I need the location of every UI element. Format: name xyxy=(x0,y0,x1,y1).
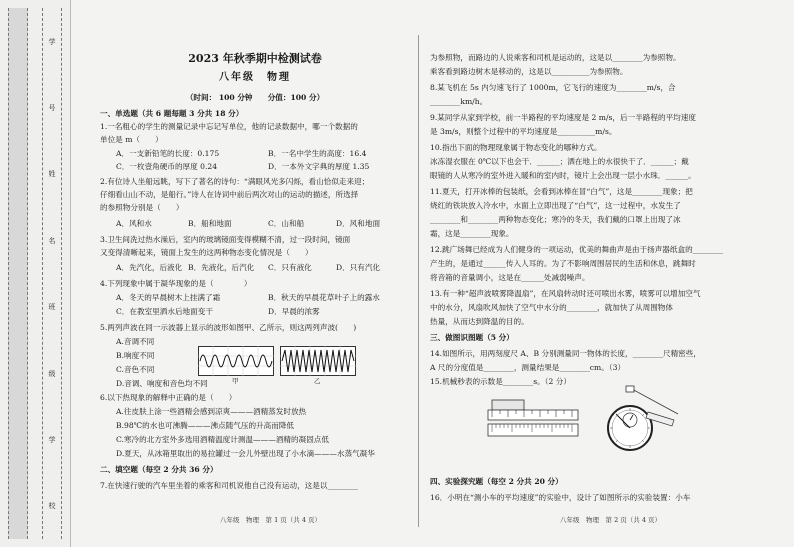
question-text: 4.下列现象中属于凝华现象的是（ ） xyxy=(100,279,252,288)
option: A．一支新铅笔的长度：0.175 xyxy=(116,149,220,158)
waveform-panel-jia xyxy=(198,346,274,376)
binding-mark: 名 xyxy=(48,236,56,244)
binding-mark: 姓 xyxy=(48,170,56,178)
question-text: 9.某同学从家到学校，前一半路程的平均速度是 2 m/s，后一半路程的平均速度 xyxy=(430,113,696,122)
question-text: 冰冻湿衣服在 0℃以下也会干．______；洒在地上的水很快干了．______；戴 xyxy=(430,157,689,166)
question-text: 3.卫生间洗过热水澡后，室内的玻璃镜面变得模糊不清，过一段时间，镜面 xyxy=(100,235,351,244)
section-heading: 二、填空题（每空 2 分共 36 分） xyxy=(100,465,218,474)
question-text: 眼镜的人从寒冷的室外进入暖和的室内时，镜片上会出现一层小水珠．______。 xyxy=(430,171,696,180)
question-text: 12.跳广场舞已经成为人们健身的一项运动，优美的舞曲声是由于扬声器纸盒的________ xyxy=(430,245,724,254)
option: A.往皮肤上涂一些酒精会感到凉爽———酒精蒸发时放热 xyxy=(116,407,307,416)
option: D．只有汽化 xyxy=(336,263,381,272)
option: D.音调、响度和音色均不同 xyxy=(116,379,208,388)
question-text: 10.指出下面的物理现象属于物态变化的哪种方式。 xyxy=(430,143,602,152)
question-text: 中的水分，风扇吹风加快了空气中水分的________，就加快了从周围物体 xyxy=(430,303,673,312)
binding-column xyxy=(42,8,62,539)
question-text: ________和________两种物态变化；寒冷的冬天，我们戴的口罩上出现了冰 xyxy=(430,215,681,224)
waveform-panel-yi xyxy=(280,346,356,376)
option: A．冬天的早晨树木上挂满了霜 xyxy=(116,293,221,302)
question-text: ________km/h。 xyxy=(430,97,488,106)
question-text: 的参照物分别是（ ） xyxy=(100,203,184,212)
option: C.寒冷的北方室外多选用酒精温度计测温———酒精的凝固点低 xyxy=(116,435,329,444)
question-text: 1.一名粗心的学生的测量记录中忘记写单位，他的记录数据中，哪一个数据的 xyxy=(100,122,358,131)
question-text: 乘客看到路边树木是移动的，这是以__________为参照物。 xyxy=(430,67,628,76)
option: C．一枚壹角硬币的厚度 0.24 xyxy=(116,162,218,171)
option: B.98℃的水也可沸腾———沸点随气压的升高而降低 xyxy=(116,421,295,430)
section-heading: 四、实验探究题（每空 2 分共 20 分） xyxy=(430,477,563,486)
question-text: 将音箱的音量调小，这是在______处减弱噪声。 xyxy=(430,273,590,282)
option: A.音调不同 xyxy=(116,337,155,346)
binding-mark: 学 xyxy=(48,435,56,443)
option: C．在教室里洒水后地面变干 xyxy=(116,307,213,316)
question-text: 又变得清晰起来，镜面上发生的这两种物态变化情况是（ ） xyxy=(100,248,313,257)
question-text: 8.某飞机在 5s 内匀速飞行了 1000m，它飞行的速度为________m/s，合 xyxy=(430,83,676,92)
exam-meta: （时间： 100 分钟 分值：100 分） xyxy=(185,93,325,102)
question-text: 16．小明在“测小车的平均速度”的实验中，设计了如图所示的实验装置：小车 xyxy=(430,493,691,502)
figure-label: 乙 xyxy=(314,377,321,385)
question-text: 为参照物，而路边的人说乘客和司机是运动的，这是以________为参照物。 xyxy=(430,53,681,62)
binding-column-shaded xyxy=(8,8,28,539)
option: A．风和水 xyxy=(116,219,152,228)
binding-strip xyxy=(0,0,71,547)
question-text: 产生的，是通过______传入人耳的。为了不影响周围居民的生活和休息，跳舞时 xyxy=(430,259,696,268)
exam-subtitle: 八年级 物理 xyxy=(219,72,291,83)
question-text: A 尺的分度值是________，测量结果是________cm。（3） xyxy=(430,363,626,372)
question-text: 11.夏天，打开冰棒的包装纸，会看到冰棒在冒“白气”，这是________现象；把 xyxy=(430,187,693,196)
option: C．山和船 xyxy=(268,219,305,228)
section-heading: 一、单选题（共 6 题每题 3 分共 18 分） xyxy=(100,109,244,118)
option: B.响度不同 xyxy=(116,351,155,360)
question-text: 7.在快速行驶的汽车里坐着的乘客和司机说他自己没有运动，这是以________ xyxy=(100,481,358,490)
binding-mark: 校 xyxy=(48,502,56,510)
stopwatch-figure xyxy=(586,384,682,462)
binding-mark: 级 xyxy=(48,369,56,377)
figure-label: 甲 xyxy=(232,377,239,385)
option: A．先汽化，后液化 xyxy=(116,263,183,272)
ruler-figure xyxy=(486,398,582,440)
section-heading: 三、做图识图题（5 分） xyxy=(430,333,514,342)
question-text: 14.如图所示，用两刻度尺 A、B 分别测量同一物体的长度，________尺精密些， xyxy=(430,349,701,358)
option: D．早晨的浓雾 xyxy=(268,307,320,316)
exam-title: 2023 年秋季期中检测试卷 xyxy=(188,52,322,65)
option: C．只有液化 xyxy=(268,263,312,272)
question-text: 单位是 m（ ） xyxy=(100,135,163,144)
question-text: 热量，从而达到降温的目的。 xyxy=(430,317,529,326)
option: D.夏天，从冰箱里取出的易拉罐过一会儿外壁出现了小水滴———水蒸气凝华 xyxy=(116,449,375,458)
binding-mark: 号 xyxy=(48,104,56,112)
question-text: 13.有一种“超声波喷雾降温扇”，在风扇转动时还可喷出水雾，喷雾可以增加空气 xyxy=(430,289,701,298)
option: B．一名中学生的高度：16.4 xyxy=(268,149,367,158)
column-divider xyxy=(418,35,419,527)
question-text: 霜，这是________现象。 xyxy=(430,229,514,238)
option: B．秋天的早晨花草叶子上的露水 xyxy=(268,293,380,302)
question-text: 6.以下热现象的解释中正确的是（ ） xyxy=(100,393,237,402)
option: C.音色不同 xyxy=(116,365,155,374)
question-text: 烧红的铁块放入冷水中，水面上立即出现了“白气”，这一过程中，水发生了 xyxy=(430,201,681,210)
page-footer: 八年级 物理 第 2 页（共 4 页） xyxy=(560,516,662,524)
option: B．先液化，后汽化 xyxy=(188,263,255,272)
question-text: 2.有位诗人坐船远眺，写下了著名的诗句：“满眼风光多闪烁，看山恰似走来迎； xyxy=(100,177,370,186)
question-text: 仔细看山山不动，是船行。”诗人在诗词中前后两次对山的运动的描述，所选择 xyxy=(100,190,359,199)
binding-mark: 学 xyxy=(48,37,56,45)
option: B．船和地面 xyxy=(188,219,232,228)
question-text: 是 3m/s，则整个过程中的平均速度是__________m/s。 xyxy=(430,127,617,136)
option: D．风和地面 xyxy=(336,219,381,228)
option: D．一本外文字典的厚度 1.35 xyxy=(268,162,370,171)
question-text: 5.两列声波在同一示波器上显示的波形如图甲、乙所示，则这两列声波( ) xyxy=(100,323,357,332)
page-footer: 八年级 物理 第 1 页（共 4 页） xyxy=(220,516,322,524)
binding-mark: 班 xyxy=(48,303,56,311)
question-text: 15.机械秒表的示数是________s。（2 分） xyxy=(430,377,571,386)
